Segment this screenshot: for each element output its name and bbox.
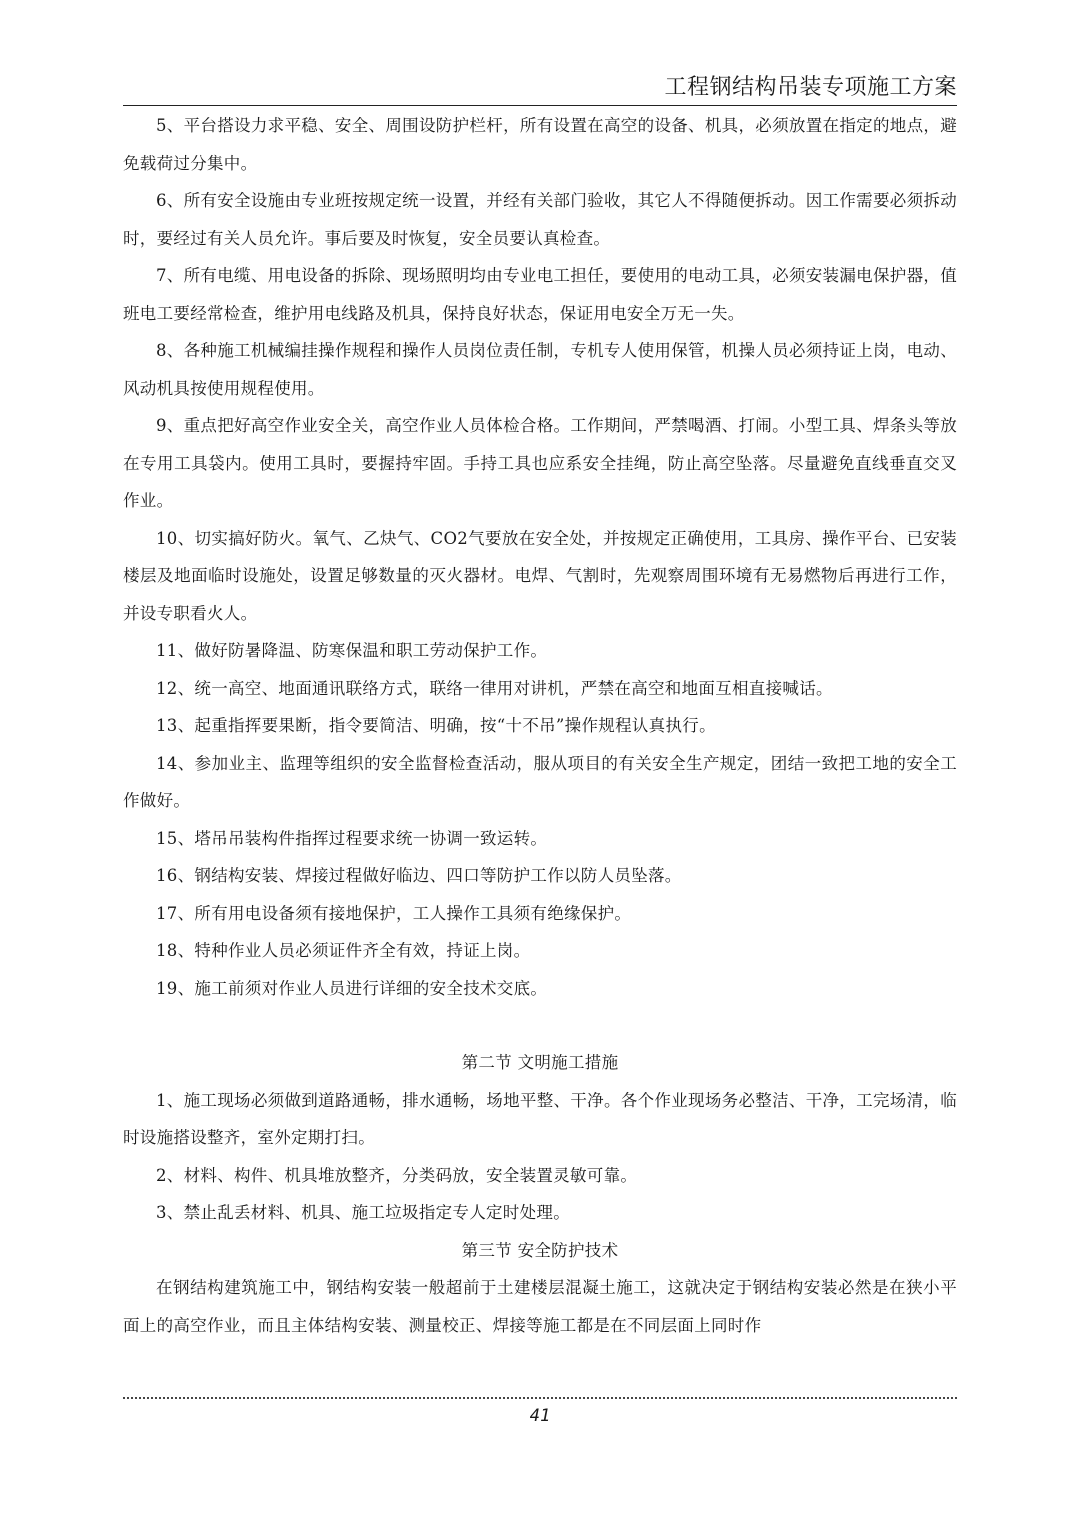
section2-paragraph-3: 3、禁止乱丢材料、机具、施工垃圾指定专人定时处理。 bbox=[156, 1203, 570, 1222]
section-gap bbox=[123, 1007, 957, 1044]
paragraph-9: 9、重点把好高空作业安全关，高空作业人员体检合格。工作期间，严禁喝酒、打闹。小型工具、焊条头等放在专用工具袋内。使用工具时，要握持牢固。手持工具也应系安全挂绳，防止高空坠落。尽量避免直线垂直交叉作业。 bbox=[123, 416, 957, 510]
page-number: 41 bbox=[529, 1406, 551, 1426]
paragraph-10: 10、切实搞好防火。氧气、乙炔气、CO2气要放在安全处，并按规定正确使用，工具房、操作平台、已安装楼层及地面临时设施处，设置足够数量的灭火器材。电焊、气割时，先观察周围环境有无易燃物后再进行工作，并设专职看火人。 bbox=[123, 528, 957, 623]
paragraph-16: 16、钢结构安装、焊接过程做好临边、四口等防护工作以防人员坠落。 bbox=[156, 866, 682, 885]
paragraph-13: 13、起重指挥要果断，指令要简洁、明确，按“十不吊”操作规程认真执行。 bbox=[156, 716, 716, 735]
section3-paragraph-1: 在钢结构建筑施工中，钢结构安装一般超前于土建楼层混凝土施工，这就决定于钢结构安装必然是在狭小平面上的高空作业，而且主体结构安装、测量校正、焊接等施工都是在不同层面上同时作 bbox=[123, 1278, 957, 1335]
paragraph-19: 19、施工前须对作业人员进行详细的安全技术交底。 bbox=[156, 978, 548, 998]
paragraph-5: 5、平台搭设力求平稳、安全、周围设防护栏杆，所有设置在高空的设备、机具，必须放置在指定的地点，避免载荷过分集中。 bbox=[123, 116, 957, 173]
section2-paragraph-1: 1、施工现场必须做到道路通畅，排水通畅，场地平整、干净。各个作业现场务必整洁、干净，工完场清，临时设施搭设整齐，室外定期打扫。 bbox=[123, 1090, 957, 1147]
paragraph-12: 12、统一高空、地面通讯联络方式，联络一律用对讲机，严禁在高空和地面互相直接喊话。 bbox=[156, 678, 833, 698]
paragraph-7: 7、所有电缆、用电设备的拆除、现场照明均由专业电工担任，要使用的电动工具，必须安装漏电保护器，值班电工要经常检查，维护用电线路及机具，保持良好状态，保证用电安全万无一失。 bbox=[123, 266, 957, 323]
section2-paragraph-2: 2、材料、构件、机具堆放整齐，分类码放，安全装置灵敏可靠。 bbox=[156, 1165, 638, 1185]
paragraph-17: 17、所有用电设备须有接地保护，工人操作工具须有绝缘保护。 bbox=[156, 903, 632, 923]
footer-dotted-divider bbox=[123, 1397, 957, 1399]
paragraph-11: 11、做好防暑降温、防寒保温和职工劳动保护工作。 bbox=[156, 641, 548, 660]
paragraph-14: 14、参加业主、监理等组织的安全监督检查活动，服从项目的有关安全生产规定，团结一致把工地的安全工作做好。 bbox=[123, 753, 957, 810]
document-title: 工程钢结构吊装专项施工方案 bbox=[664, 75, 957, 100]
paragraph-8: 8、各种施工机械编挂操作规程和操作人员岗位责任制，专机专人使用保管，机操人员必须持证上岗，电动、风动机具按使用规程使用。 bbox=[123, 341, 957, 398]
paragraph-15: 15、塔吊吊装构件指挥过程要求统一协调一致运转。 bbox=[156, 828, 548, 848]
page-body bbox=[123, 107, 957, 1344]
paragraph-18: 18、特种作业人员必须证件齐全有效，持证上岗。 bbox=[156, 941, 531, 960]
paragraph-6: 6、所有安全设施由专业班按规定统一设置，并经有关部门验收，其它人不得随便拆动。因工作需要必须拆动时，要经过有关人员允许。事后要及时恢复，安全员要认真检查。 bbox=[123, 191, 957, 248]
section-heading-safety-protection: 第三节 安全防护技术 bbox=[461, 1240, 619, 1260]
page-header bbox=[123, 70, 957, 106]
section-heading-civilized-construction: 第二节 文明施工措施 bbox=[461, 1053, 619, 1072]
